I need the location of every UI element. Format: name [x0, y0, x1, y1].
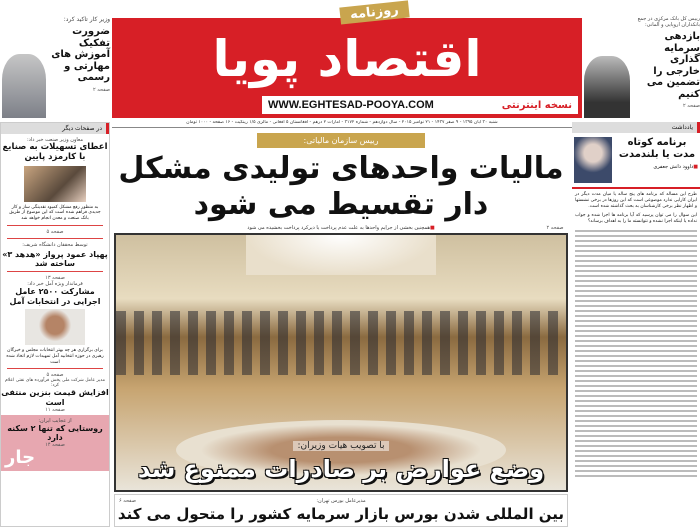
sidebar-story[interactable] — [1, 378, 109, 412]
section-title: یادداشت — [572, 122, 700, 133]
lead-story[interactable] — [112, 128, 570, 233]
story-body: برای برگزاری هر چه بهتر انتخابات مجلس و خبرگان رهبری در حوزه انتخابیه آمل تمهیدات لازم اتخاذ شده است — [6, 347, 104, 365]
editorial-column[interactable] — [572, 122, 700, 527]
photo-headline: وضع عوارض بر صادرات ممنوع شد — [137, 454, 545, 483]
governor-photo — [584, 56, 630, 118]
story-photo — [25, 309, 85, 345]
lead-kicker: رییس سازمان مالیاتی: — [257, 133, 425, 148]
website-url[interactable]: WWW.EGHTESAD-POOYA.COM — [268, 99, 434, 111]
top-left-story[interactable] — [2, 14, 110, 118]
story-photo — [24, 166, 86, 202]
edition-label: نسخه اینترنتی — [501, 99, 572, 111]
story-headline: پهپاد عمود پرواز «هدهد ۳» ساخته شد — [2, 250, 108, 269]
page-ref: صفحه ۶ — [119, 497, 136, 504]
story-kicker: توسط محققان دانشگاه شریف: — [22, 242, 88, 249]
minister-photo — [2, 54, 46, 118]
story-kicker: وزیر کار تاکید کرد: — [63, 16, 110, 23]
page-ref: صفحه ۱۳ — [45, 275, 65, 282]
story-headline: اعطای تسهیلات به صنایع با کارمزد پایین — [2, 142, 108, 162]
editorial-text-lines — [572, 225, 700, 482]
page-ref: صفحه ۵ — [46, 372, 64, 379]
page-ref: صفحه ۱۱ — [45, 406, 65, 413]
lead-subline: ■همچنین بخشی از جرایم واحدها به علت عدم پرداخت یا دیرکرد پرداخت بخشیده می شود — [247, 225, 435, 231]
left-sidebar — [0, 122, 110, 527]
sidebar-story[interactable] — [1, 415, 109, 471]
sidebar-story[interactable] — [1, 137, 109, 239]
page-ref: صفحه ۲ — [546, 225, 564, 231]
story-headline: بین المللی شدن بورس بازار سرمایه کشور را متحول می کند — [117, 504, 565, 523]
page-ref: صفحه ۱۴ — [45, 442, 65, 449]
main-photo[interactable] — [114, 233, 568, 492]
sidebar-story[interactable] — [1, 281, 109, 378]
author-byline: ■داوود دانش جعفری — [653, 164, 698, 170]
story-kicker: مدیرعامل بورس تهران: — [316, 497, 366, 504]
page-ref: صفحه ۵ — [46, 229, 64, 236]
masthead-badge: روزنامه — [339, 0, 409, 24]
story-kicker: مدیر عامل شرکت ملی پخش فرآورده های نفتی اعلام کرد: — [4, 378, 106, 389]
url-bar[interactable] — [262, 96, 578, 114]
story-kicker: فرماندار ویژه آمل خبر داد: — [27, 281, 83, 288]
lead-headline: مالیات واحدهای تولیدی مشکل دار تقسیط می شود — [118, 151, 564, 222]
editorial-question: این سوال را می توان پرسید که آیا برنامه ها اجرا شده و جواب نداده یا اینکه اجرا نشده و نتوانسته ما را به اهداف برساند؟ — [575, 213, 697, 225]
dateline: شنبه ۳۰ آبان ۱۳۹۵ - ۹ صفر ۱۴۳۷ - ۲۱ نوامبر ۲۰۱۵ - سال دوازدهم - شماره ۳۱۷۲ - امارات ۲ درهم - افغانستان ۵ افغانی - مالزی ۱/۵ رینگیت - ۱۶ صفحه - ۱۰۰۰ تومان — [112, 120, 572, 128]
story-headline: بازدهی سرمایه گذاری خارجی را تضمین می کنیم — [646, 31, 700, 100]
cabinet-members — [116, 311, 566, 375]
top-right-story[interactable] — [584, 14, 700, 118]
photo-kicker: با تصویب هیات وزیران: — [293, 441, 388, 451]
editorial-body: طرح این مساله که برنامه های پنج ساله یا میان مدت دیگر در ایران کارایی ندارد موضوعی است که این روزها در برخی نشستها و اظهار نظر برخی کارشناسان به بحث گذاشته شده است. — [575, 192, 697, 210]
story-kicker: رییس کل بانک مرکزی در جمع بانکداران اروپایی و آلمانی: — [637, 16, 700, 28]
newspaper-logo: اقتصاد پویا — [212, 30, 482, 88]
sidebar-story[interactable] — [1, 242, 109, 281]
watermark: جار — [5, 447, 36, 469]
bottom-story[interactable] — [114, 494, 568, 527]
story-kicker: معاون وزیر صنعت خبر داد: — [27, 137, 83, 143]
section-title: در صفحات دیگر — [1, 123, 109, 134]
author-photo — [574, 137, 612, 183]
page-ref: صفحه ۲ — [93, 86, 110, 93]
story-body: به منظور رفع مشکل کمبود نقدینگی ساز و کار جدیدی فراهم شده است که این موضوع از طریق بانک صنعت و معدن انجام خواهد شد — [9, 204, 101, 222]
chandelier — [246, 235, 436, 275]
story-headline: روستایی که تنها ۲ سکنه دارد — [7, 423, 103, 442]
story-headline: ضرورت تفکیک آموزش های مهارتی و رسمی — [51, 26, 110, 83]
page-ref: صفحه ۲ — [683, 103, 700, 109]
center-column — [112, 128, 570, 527]
masthead — [112, 2, 582, 118]
story-headline: افزایش قیمت بنزین منتفی است — [1, 388, 109, 407]
story-kicker: از عجایب ایران: — [38, 417, 72, 424]
story-headline: مشارکت ۲۵۰۰ عامل اجرایی در انتخابات آمل — [9, 287, 101, 306]
editorial-headline: برنامه کوتاه مدت یا بلندمدت — [618, 137, 696, 160]
